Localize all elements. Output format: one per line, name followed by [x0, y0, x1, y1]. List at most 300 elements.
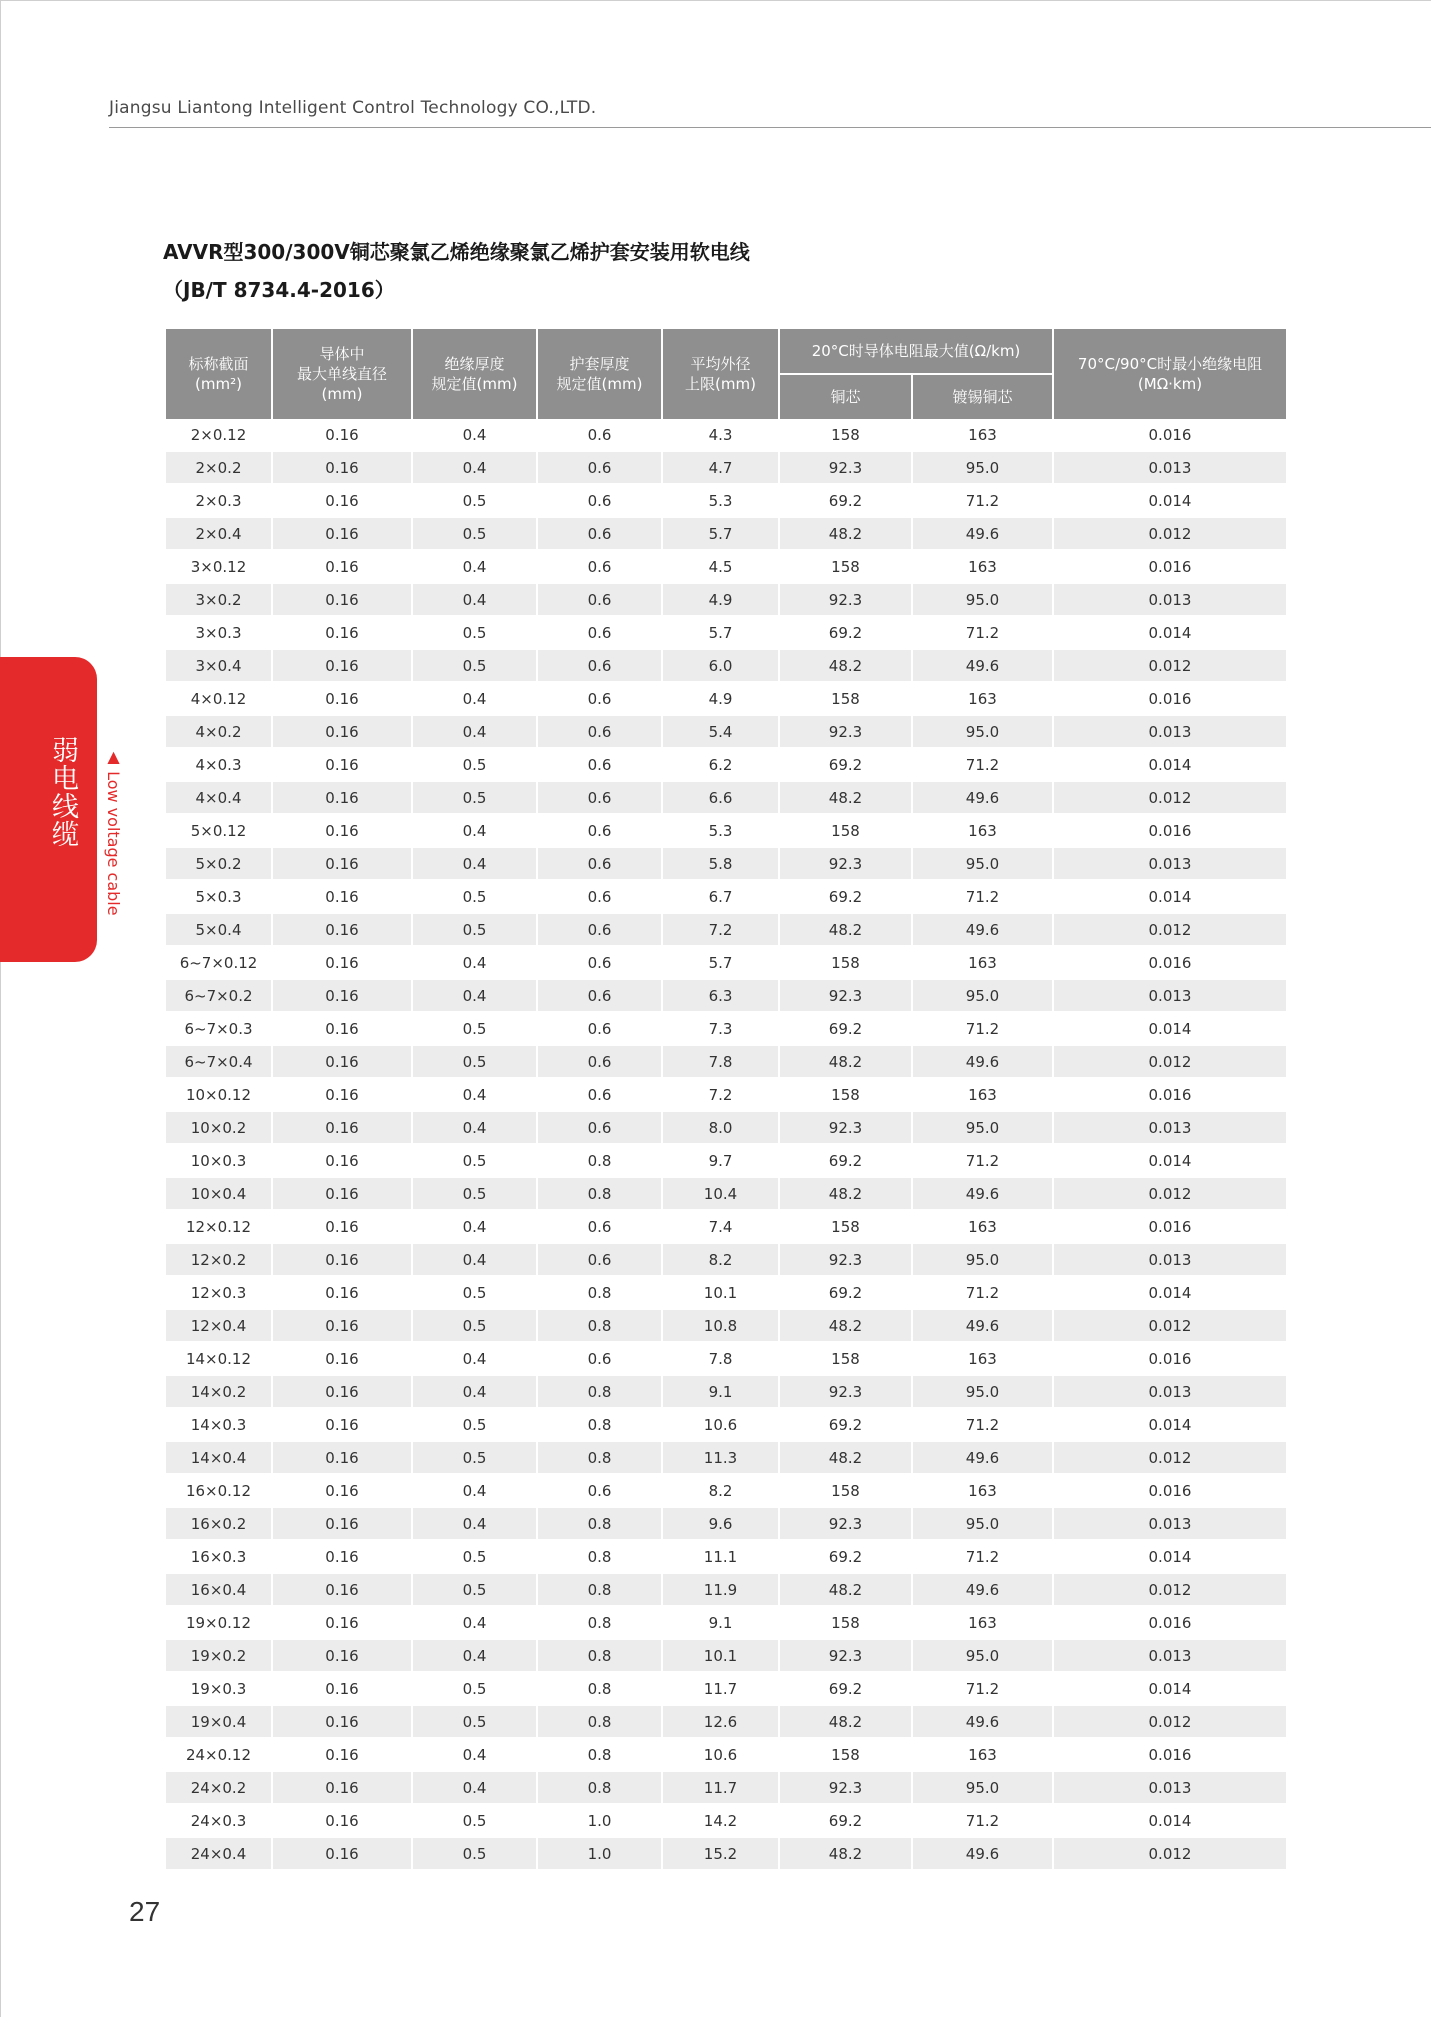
- table-cell: 24×0.3: [165, 1804, 272, 1837]
- table-cell: 0.4: [412, 979, 537, 1012]
- table-cell: 48.2: [779, 649, 912, 682]
- table-cell: 24×0.12: [165, 1738, 272, 1771]
- table-cell: 16×0.3: [165, 1540, 272, 1573]
- table-cell: 92.3: [779, 1771, 912, 1804]
- table-row: [165, 1243, 1287, 1276]
- table-cell: 0.4: [412, 946, 537, 979]
- table-row: [165, 649, 1287, 682]
- table-cell: 49.6: [912, 913, 1053, 946]
- table-cell: 0.012: [1053, 913, 1287, 946]
- page-border-left: [0, 0, 1, 2017]
- table-cell: 0.6: [537, 1045, 662, 1078]
- table-cell: 0.16: [272, 1474, 412, 1507]
- table-cell: 0.5: [412, 1705, 537, 1738]
- table-row: [165, 1276, 1287, 1309]
- table-cell: 0.4: [412, 814, 537, 847]
- table-cell: 0.4: [412, 1210, 537, 1243]
- table-cell: 0.6: [537, 847, 662, 880]
- table-cell: 163: [912, 682, 1053, 715]
- table-cell: 0.5: [412, 1309, 537, 1342]
- table-cell: 0.6: [537, 1243, 662, 1276]
- table-cell: 163: [912, 1210, 1053, 1243]
- table-cell: 95.0: [912, 583, 1053, 616]
- table-cell: 0.014: [1053, 616, 1287, 649]
- table-cell: 9.1: [662, 1375, 779, 1408]
- table-cell: 48.2: [779, 1441, 912, 1474]
- table-cell: 163: [912, 1738, 1053, 1771]
- table-cell: 19×0.2: [165, 1639, 272, 1672]
- table-cell: 95.0: [912, 1243, 1053, 1276]
- table-cell: 0.012: [1053, 1573, 1287, 1606]
- table-cell: 6.6: [662, 781, 779, 814]
- table-cell: 19×0.4: [165, 1705, 272, 1738]
- table-cell: 0.5: [412, 781, 537, 814]
- table-cell: 0.16: [272, 1672, 412, 1705]
- table-cell: 0.6: [537, 748, 662, 781]
- table-cell: 0.16: [272, 451, 412, 484]
- table-cell: 0.013: [1053, 583, 1287, 616]
- table-cell: 48.2: [779, 1705, 912, 1738]
- table-row: [165, 913, 1287, 946]
- table-cell: 92.3: [779, 979, 912, 1012]
- table-row: [165, 1012, 1287, 1045]
- table-cell: 92.3: [779, 451, 912, 484]
- table-cell: 0.6: [537, 1012, 662, 1045]
- table-cell: 4×0.3: [165, 748, 272, 781]
- table-cell: 0.16: [272, 781, 412, 814]
- table-cell: 2×0.4: [165, 517, 272, 550]
- table-cell: 10.4: [662, 1177, 779, 1210]
- table-cell: 4.7: [662, 451, 779, 484]
- header-nominal-section: 标称截面 (mm²): [165, 329, 272, 419]
- table-row: [165, 1144, 1287, 1177]
- table-row: [165, 1705, 1287, 1738]
- table-cell: 0.6: [537, 814, 662, 847]
- table-cell: 8.2: [662, 1243, 779, 1276]
- table-cell: 14×0.4: [165, 1441, 272, 1474]
- table-cell: 0.5: [412, 484, 537, 517]
- table-cell: 5.8: [662, 847, 779, 880]
- table-cell: 158: [779, 814, 912, 847]
- table-cell: 0.16: [272, 1276, 412, 1309]
- table-cell: 6~7×0.4: [165, 1045, 272, 1078]
- table-cell: 0.6: [537, 715, 662, 748]
- table-cell: 0.16: [272, 880, 412, 913]
- table-cell: 0.8: [537, 1507, 662, 1540]
- table-cell: 71.2: [912, 616, 1053, 649]
- table-cell: 0.016: [1053, 1738, 1287, 1771]
- table-cell: 69.2: [779, 1672, 912, 1705]
- table-cell: 0.5: [412, 1804, 537, 1837]
- table-row: [165, 1804, 1287, 1837]
- table-cell: 0.16: [272, 1639, 412, 1672]
- table-cell: 158: [779, 1342, 912, 1375]
- table-cell: 5.7: [662, 517, 779, 550]
- table-cell: 95.0: [912, 715, 1053, 748]
- table-row: [165, 781, 1287, 814]
- table-cell: 163: [912, 946, 1053, 979]
- table-cell: 71.2: [912, 1540, 1053, 1573]
- table-cell: 0.16: [272, 913, 412, 946]
- table-cell: 0.16: [272, 1507, 412, 1540]
- table-cell: 5.7: [662, 946, 779, 979]
- table-cell: 0.6: [537, 1342, 662, 1375]
- table-cell: 158: [779, 1738, 912, 1771]
- table-cell: 0.016: [1053, 1210, 1287, 1243]
- table-cell: 0.16: [272, 517, 412, 550]
- table-row: [165, 1111, 1287, 1144]
- table-cell: 0.4: [412, 1078, 537, 1111]
- table-cell: 12×0.4: [165, 1309, 272, 1342]
- table-cell: 0.16: [272, 1738, 412, 1771]
- company-name: Jiangsu Liantong Intelligent Control Technology CO.,LTD.: [109, 98, 597, 118]
- table-cell: 7.2: [662, 1078, 779, 1111]
- header-tinned-copper: 镀锡铜芯: [912, 374, 1053, 419]
- table-row: [165, 517, 1287, 550]
- table-cell: 0.4: [412, 715, 537, 748]
- table-cell: 11.7: [662, 1672, 779, 1705]
- table-cell: 95.0: [912, 979, 1053, 1012]
- table-row: [165, 1408, 1287, 1441]
- table-cell: 3×0.2: [165, 583, 272, 616]
- table-cell: 0.6: [537, 682, 662, 715]
- table-cell: 0.6: [537, 616, 662, 649]
- table-cell: 69.2: [779, 1012, 912, 1045]
- table-cell: 0.4: [412, 1771, 537, 1804]
- table-cell: 7.2: [662, 913, 779, 946]
- table-cell: 0.16: [272, 1573, 412, 1606]
- table-cell: 10×0.4: [165, 1177, 272, 1210]
- table-cell: 0.016: [1053, 1606, 1287, 1639]
- table-cell: 4×0.4: [165, 781, 272, 814]
- table-cell: 0.013: [1053, 1507, 1287, 1540]
- header-sheath-thickness: 护套厚度 规定值(mm): [537, 329, 662, 419]
- table-cell: 14.2: [662, 1804, 779, 1837]
- table-cell: 0.4: [412, 1606, 537, 1639]
- table-cell: 95.0: [912, 1111, 1053, 1144]
- table-cell: 0.5: [412, 1012, 537, 1045]
- table-cell: 163: [912, 1474, 1053, 1507]
- table-cell: 0.014: [1053, 1672, 1287, 1705]
- table-cell: 71.2: [912, 1144, 1053, 1177]
- table-row: [165, 1738, 1287, 1771]
- table-cell: 69.2: [779, 1408, 912, 1441]
- table-cell: 71.2: [912, 1408, 1053, 1441]
- table-cell: 0.5: [412, 517, 537, 550]
- table-cell: 0.6: [537, 1210, 662, 1243]
- table-cell: 49.6: [912, 1045, 1053, 1078]
- table-cell: 0.013: [1053, 979, 1287, 1012]
- table-cell: 4×0.2: [165, 715, 272, 748]
- table-cell: 0.5: [412, 880, 537, 913]
- table-cell: 3×0.4: [165, 649, 272, 682]
- table-cell: 0.013: [1053, 1111, 1287, 1144]
- table-cell: 0.014: [1053, 880, 1287, 913]
- product-title: AVVR型300/300V铜芯聚氯乙烯绝缘聚氯乙烯护套安装用软电线: [163, 240, 750, 264]
- table-cell: 0.016: [1053, 1474, 1287, 1507]
- table-cell: 0.5: [412, 1144, 537, 1177]
- table-cell: 0.4: [412, 1738, 537, 1771]
- table-cell: 48.2: [779, 1837, 912, 1869]
- table-cell: 0.16: [272, 1243, 412, 1276]
- table-cell: 92.3: [779, 1507, 912, 1540]
- table-cell: 0.16: [272, 1210, 412, 1243]
- table-cell: 158: [779, 1078, 912, 1111]
- header-copper: 铜芯: [779, 374, 912, 419]
- table-cell: 4×0.12: [165, 682, 272, 715]
- table-cell: 0.4: [412, 451, 537, 484]
- table-cell: 0.8: [537, 1375, 662, 1408]
- table-cell: 49.6: [912, 1309, 1053, 1342]
- table-cell: 0.016: [1053, 1078, 1287, 1111]
- table-cell: 14×0.2: [165, 1375, 272, 1408]
- table-cell: 0.014: [1053, 1408, 1287, 1441]
- table-cell: 0.4: [412, 1474, 537, 1507]
- table-row: [165, 419, 1287, 451]
- table-cell: 0.16: [272, 583, 412, 616]
- table-cell: 71.2: [912, 1276, 1053, 1309]
- table-cell: 0.5: [412, 616, 537, 649]
- table-cell: 95.0: [912, 1375, 1053, 1408]
- table-cell: 12×0.2: [165, 1243, 272, 1276]
- table-cell: 163: [912, 1342, 1053, 1375]
- table-cell: 49.6: [912, 1441, 1053, 1474]
- table-cell: 1.0: [537, 1837, 662, 1869]
- table-cell: 92.3: [779, 847, 912, 880]
- section-tab-subtitle: ▲ Low voltage cable: [104, 747, 123, 916]
- table-cell: 49.6: [912, 517, 1053, 550]
- table-cell: 158: [779, 1210, 912, 1243]
- table-cell: 0.5: [412, 1573, 537, 1606]
- table-cell: 95.0: [912, 1507, 1053, 1540]
- table-cell: 0.16: [272, 1705, 412, 1738]
- table-cell: 0.16: [272, 1375, 412, 1408]
- table-cell: 6.0: [662, 649, 779, 682]
- table-row: [165, 847, 1287, 880]
- table-cell: 0.5: [412, 1408, 537, 1441]
- table-cell: 0.8: [537, 1441, 662, 1474]
- table-cell: 6.3: [662, 979, 779, 1012]
- table-cell: 0.16: [272, 1804, 412, 1837]
- table-cell: 7.4: [662, 1210, 779, 1243]
- table-cell: 0.16: [272, 814, 412, 847]
- table-cell: 0.16: [272, 1177, 412, 1210]
- table-cell: 0.6: [537, 419, 662, 451]
- table-cell: 0.6: [537, 1078, 662, 1111]
- table-cell: 0.16: [272, 1111, 412, 1144]
- table-cell: 0.8: [537, 1771, 662, 1804]
- table-cell: 0.016: [1053, 682, 1287, 715]
- table-cell: 0.6: [537, 649, 662, 682]
- table-cell: 49.6: [912, 1837, 1053, 1869]
- table-cell: 0.6: [537, 550, 662, 583]
- table-cell: 95.0: [912, 847, 1053, 880]
- table-row: [165, 748, 1287, 781]
- table-row: [165, 1210, 1287, 1243]
- table-cell: 0.4: [412, 1375, 537, 1408]
- table-row: [165, 1078, 1287, 1111]
- table-cell: 0.016: [1053, 946, 1287, 979]
- table-cell: 11.9: [662, 1573, 779, 1606]
- table-row: [165, 1441, 1287, 1474]
- table-cell: 3×0.12: [165, 550, 272, 583]
- table-cell: 0.8: [537, 1408, 662, 1441]
- table-cell: 163: [912, 550, 1053, 583]
- table-cell: 0.5: [412, 1837, 537, 1869]
- table-cell: 0.014: [1053, 1276, 1287, 1309]
- table-cell: 14×0.12: [165, 1342, 272, 1375]
- table-row: [165, 880, 1287, 913]
- section-tab-label: 弱电线缆: [47, 736, 78, 848]
- table-cell: 0.012: [1053, 1177, 1287, 1210]
- table-cell: 49.6: [912, 649, 1053, 682]
- table-cell: 0.5: [412, 1540, 537, 1573]
- table-cell: 48.2: [779, 1177, 912, 1210]
- table-cell: 0.5: [412, 649, 537, 682]
- table-cell: 5.3: [662, 484, 779, 517]
- table-cell: 10.8: [662, 1309, 779, 1342]
- table-cell: 0.8: [537, 1309, 662, 1342]
- table-cell: 48.2: [779, 913, 912, 946]
- table-cell: 49.6: [912, 1573, 1053, 1606]
- table-cell: 9.7: [662, 1144, 779, 1177]
- table-cell: 0.8: [537, 1705, 662, 1738]
- table-row: [165, 1672, 1287, 1705]
- table-cell: 1.0: [537, 1804, 662, 1837]
- table-cell: 11.1: [662, 1540, 779, 1573]
- table-cell: 0.013: [1053, 715, 1287, 748]
- table-cell: 0.16: [272, 1441, 412, 1474]
- table-cell: 0.013: [1053, 1243, 1287, 1276]
- header-max-wire-diameter: 导体中 最大单线直径 (mm): [272, 329, 412, 419]
- table-cell: 0.16: [272, 550, 412, 583]
- table-cell: 3×0.3: [165, 616, 272, 649]
- table-cell: 7.3: [662, 1012, 779, 1045]
- table-cell: 10.6: [662, 1408, 779, 1441]
- table-cell: 0.016: [1053, 814, 1287, 847]
- table-cell: 0.16: [272, 419, 412, 451]
- table-cell: 0.6: [537, 979, 662, 1012]
- table-cell: 8.0: [662, 1111, 779, 1144]
- table-cell: 16×0.12: [165, 1474, 272, 1507]
- table-cell: 163: [912, 1078, 1053, 1111]
- table-cell: 19×0.12: [165, 1606, 272, 1639]
- header-conductor-resistance: 20°C时导体电阻最大值(Ω/km): [779, 329, 1053, 374]
- table-cell: 92.3: [779, 715, 912, 748]
- table-cell: 0.012: [1053, 781, 1287, 814]
- table-cell: 24×0.4: [165, 1837, 272, 1869]
- table-cell: 48.2: [779, 517, 912, 550]
- table-cell: 0.16: [272, 715, 412, 748]
- table-cell: 0.014: [1053, 1540, 1287, 1573]
- table-cell: 0.012: [1053, 517, 1287, 550]
- table-cell: 0.5: [412, 748, 537, 781]
- header-insulation-thickness: 绝缘厚度 规定值(mm): [412, 329, 537, 419]
- table-row: [165, 814, 1287, 847]
- table-cell: 95.0: [912, 1639, 1053, 1672]
- table-cell: 158: [779, 1474, 912, 1507]
- table-cell: 0.16: [272, 1078, 412, 1111]
- table-row: [165, 1606, 1287, 1639]
- table-cell: 0.16: [272, 946, 412, 979]
- table-cell: 0.16: [272, 682, 412, 715]
- table-cell: 10×0.2: [165, 1111, 272, 1144]
- table-cell: 0.012: [1053, 1705, 1287, 1738]
- table-cell: 0.016: [1053, 419, 1287, 451]
- table-cell: 5×0.2: [165, 847, 272, 880]
- table-cell: 0.16: [272, 748, 412, 781]
- table-cell: 0.012: [1053, 1837, 1287, 1869]
- table-cell: 71.2: [912, 748, 1053, 781]
- table-cell: 0.5: [412, 1441, 537, 1474]
- table-cell: 0.012: [1053, 1045, 1287, 1078]
- table-cell: 0.6: [537, 451, 662, 484]
- table-cell: 0.014: [1053, 1012, 1287, 1045]
- table-cell: 0.014: [1053, 1804, 1287, 1837]
- table-cell: 69.2: [779, 484, 912, 517]
- table-cell: 92.3: [779, 1243, 912, 1276]
- table-row: [165, 1375, 1287, 1408]
- table-row: [165, 1639, 1287, 1672]
- table-cell: 9.6: [662, 1507, 779, 1540]
- table-cell: 24×0.2: [165, 1771, 272, 1804]
- table-cell: 0.016: [1053, 1342, 1287, 1375]
- table-cell: 0.16: [272, 1309, 412, 1342]
- table-cell: 5.3: [662, 814, 779, 847]
- table-cell: 69.2: [779, 616, 912, 649]
- table-cell: 0.4: [412, 419, 537, 451]
- table-cell: 0.6: [537, 1474, 662, 1507]
- table-row: [165, 550, 1287, 583]
- table-cell: 0.014: [1053, 748, 1287, 781]
- table-cell: 0.4: [412, 682, 537, 715]
- table-cell: 0.012: [1053, 649, 1287, 682]
- table-cell: 4.9: [662, 583, 779, 616]
- table-cell: 12×0.3: [165, 1276, 272, 1309]
- table-cell: 10×0.3: [165, 1144, 272, 1177]
- table-row: [165, 1309, 1287, 1342]
- table-cell: 0.014: [1053, 1144, 1287, 1177]
- table-cell: 19×0.3: [165, 1672, 272, 1705]
- table-cell: 0.4: [412, 1507, 537, 1540]
- table-cell: 158: [779, 1606, 912, 1639]
- table-cell: 0.4: [412, 583, 537, 616]
- table-cell: 92.3: [779, 1639, 912, 1672]
- table-cell: 6~7×0.2: [165, 979, 272, 1012]
- table-row: [165, 1837, 1287, 1869]
- table-cell: 71.2: [912, 1804, 1053, 1837]
- table-cell: 0.4: [412, 1243, 537, 1276]
- table-cell: 11.7: [662, 1771, 779, 1804]
- table-cell: 158: [779, 946, 912, 979]
- table-cell: 0.5: [412, 1045, 537, 1078]
- table-cell: 48.2: [779, 1309, 912, 1342]
- table-cell: 0.8: [537, 1540, 662, 1573]
- table-cell: 4.5: [662, 550, 779, 583]
- table-cell: 0.8: [537, 1144, 662, 1177]
- table-cell: 0.6: [537, 913, 662, 946]
- table-cell: 0.8: [537, 1606, 662, 1639]
- table-cell: 0.16: [272, 1540, 412, 1573]
- table-cell: 2×0.12: [165, 419, 272, 451]
- table-cell: 6.7: [662, 880, 779, 913]
- table-cell: 95.0: [912, 451, 1053, 484]
- table-cell: 0.8: [537, 1639, 662, 1672]
- table-cell: 0.6: [537, 517, 662, 550]
- table-cell: 5×0.3: [165, 880, 272, 913]
- table-cell: 0.012: [1053, 1441, 1287, 1474]
- table-cell: 0.16: [272, 847, 412, 880]
